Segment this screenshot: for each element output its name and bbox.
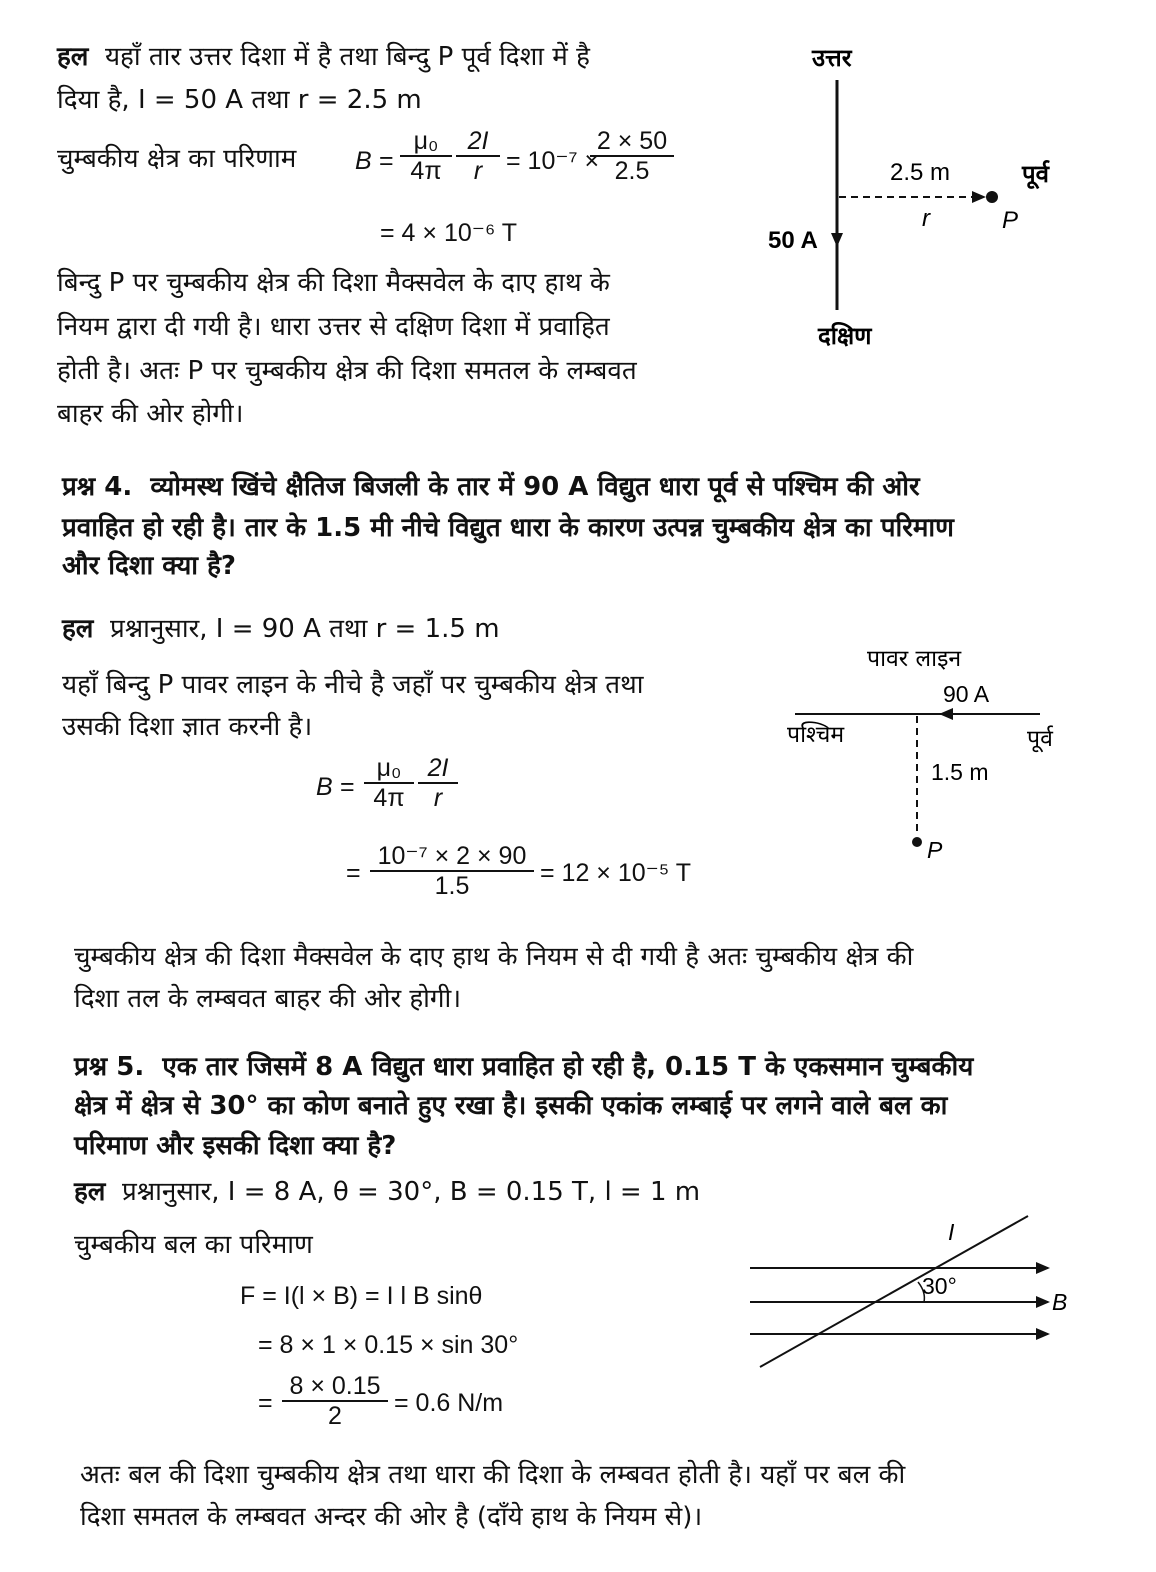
fraction-numerator: μ₀ [376, 754, 402, 782]
paragraph-line: यहाँ बिन्दु P पावर लाइन के नीचे है जहाँ पर चुम्बकीय क्षेत्र तथा [62, 670, 644, 700]
question-5-line-2: क्षेत्र में क्षेत्र से 30° का कोण बनाते हुए रखा है। इसकी एकांक लम्बाई पर लगने वाले बल का [74, 1091, 948, 1121]
question-label: प्रश्न 5. [74, 1052, 145, 1082]
fraction-denominator: r [418, 782, 458, 812]
paragraph-line: बाहर की ओर होगी। [57, 399, 244, 429]
equation-lhs: B = [316, 773, 355, 801]
wire-line [760, 1216, 1028, 1367]
given-text: प्रश्नानुसार, I = 8 A, θ = 30°, B = 0.15 T, l = 1 m [121, 1177, 701, 1207]
question-4-line-3: और दिशा क्या है? [62, 551, 236, 581]
question-5-line-1 [74, 1050, 973, 1084]
diagram-power-line [775, 640, 1075, 870]
solution-5-given [74, 1175, 700, 1209]
point-p-dot [986, 191, 998, 203]
current-label: 90 A [943, 681, 990, 707]
force-equation-1: F = I(l × B) = I l B sinθ [240, 1282, 483, 1310]
fraction-numerator: 2 × 50 [596, 127, 668, 155]
paragraph-line: बिन्दु P पर चुम्बकीय क्षेत्र की दिशा मैक्सवेल के दाए हाथ के [57, 268, 610, 298]
fraction-denominator: r [456, 155, 500, 185]
fraction-numerator: 2I [427, 754, 449, 782]
field-arrow-icon [1036, 1296, 1050, 1308]
solution-text: यहाँ तार उत्तर दिशा में है तथा बिन्दु P पूर्व दिशा में है [104, 42, 590, 72]
wire-label: I [948, 1219, 955, 1245]
east-label: पूर्व [1027, 726, 1053, 752]
fraction-numerator: μ₀ [413, 127, 439, 155]
paragraph-line: होती है। अतः P पर चुम्बकीय क्षेत्र की दिशा समतल के लम्बवत [57, 356, 637, 386]
paragraph-line: उसकी दिशा ज्ञात करनी है। [62, 712, 313, 742]
power-line-title: पावर लाइन [867, 646, 962, 672]
solution-1-line-1 [57, 40, 590, 74]
distance-label: 2.5 m [890, 159, 951, 186]
paragraph-line: नियम द्वारा दी गयी है। धारा उत्तर से दक्षिण दिशा में प्रवाहित [57, 312, 610, 342]
solution-label: हल [57, 42, 89, 72]
paragraph-line: दिशा समतल के लम्बवत अन्दर की ओर है (दाँये हाथ के नियम से)। [80, 1502, 703, 1532]
force-magnitude-label: चुम्बकीय बल का परिमाण [74, 1230, 313, 1260]
point-p-dot [912, 837, 922, 847]
given-text: प्रश्नानुसार, I = 90 A तथा r = 1.5 m [109, 614, 500, 644]
question-text: व्योमस्थ खिंचे क्षैतिज बिजली के तार में 90 A विद्युत धारा पूर्व से पश्चिम की ओर [150, 472, 920, 502]
fraction-denominator: 4π [400, 155, 452, 185]
solution-label: हल [62, 614, 94, 644]
equation-result: = 4 × 10⁻⁶ T [380, 219, 517, 247]
equation-prefix: = [346, 859, 361, 887]
fraction-values [282, 1372, 388, 1430]
equation-constant: = 10⁻⁷ × [506, 147, 600, 175]
equation-lhs: B = [355, 147, 394, 175]
paragraph-line: दिशा तल के लम्बवत बाहर की ओर होगी। [74, 984, 462, 1014]
fraction-denominator: 1.5 [370, 870, 534, 900]
r-label: r [922, 205, 930, 232]
north-label: उत्तर [812, 44, 852, 72]
question-4-line-2: प्रवाहित हो रही है। तार के 1.5 मी नीचे विद्युत धारा के कारण उत्पन्न चुम्बकीय क्षेत्र का परिमाण [62, 513, 954, 543]
field-arrow-icon [1036, 1262, 1050, 1274]
force-result: = 0.6 N/m [394, 1389, 504, 1417]
point-p-label: P [1002, 207, 1019, 234]
field-magnitude-label: चुम्बकीय क्षेत्र का परिणाम [57, 144, 297, 174]
distance-label: 1.5 m [931, 759, 989, 785]
paragraph-line: अतः बल की दिशा चुम्बकीय क्षेत्र तथा धारा की दिशा के लम्बवत होती है। यहाँ पर बल की [80, 1460, 906, 1490]
question-4-line-1 [62, 470, 920, 504]
diagram-wire-in-field [740, 1210, 1070, 1380]
fraction-2i-over-r [418, 754, 458, 812]
solution-label: हल [74, 1177, 106, 1207]
question-label: प्रश्न 4. [62, 472, 133, 502]
point-p-label: P [927, 837, 943, 863]
south-label: दक्षिण [818, 322, 872, 350]
distance-arrow-icon [972, 191, 986, 203]
fraction-denominator: 2.5 [590, 155, 674, 185]
east-label: पूर्व [1022, 160, 1049, 188]
solution-4-given [62, 612, 500, 646]
solution-1-line-2: दिया है, I = 50 A तथा r = 2.5 m [57, 85, 422, 115]
diagram-wire-north-south [760, 40, 1060, 360]
fraction-mu-over-4pi [364, 754, 414, 812]
fraction-denominator: 4π [364, 782, 414, 812]
equation-result: = 12 × 10⁻⁵ T [540, 859, 691, 887]
fraction-numerator: 10⁻⁷ × 2 × 90 [377, 842, 527, 870]
question-5-line-3: परिमाण और इसकी दिशा क्या है? [74, 1131, 397, 1161]
current-arrow-icon [939, 708, 953, 720]
fraction-numerator: 2I [467, 127, 489, 155]
paragraph-line: चुम्बकीय क्षेत्र की दिशा मैक्सवेल के दाए हाथ के नियम से दी गयी है अतः चुम्बकीय क्षेत्र की [74, 942, 914, 972]
fraction-2i-over-r [456, 127, 500, 185]
fraction-numerator: 8 × 0.15 [289, 1372, 381, 1400]
current-label: 50 A [768, 227, 818, 254]
field-arrow-icon [1036, 1328, 1050, 1340]
current-arrow-icon [831, 233, 843, 247]
fraction-denominator: 2 [282, 1400, 388, 1430]
fraction-values [370, 842, 534, 900]
question-text: एक तार जिसमें 8 A विद्युत धारा प्रवाहित हो रही है, 0.15 T के एकसमान चुम्बकीय [162, 1052, 974, 1082]
west-label: पश्चिम [787, 722, 845, 748]
equation-prefix: = [258, 1389, 273, 1417]
field-label: B [1052, 1289, 1068, 1315]
angle-label: 30° [922, 1273, 957, 1299]
fraction-values [590, 127, 674, 185]
fraction-mu-over-4pi [400, 127, 452, 185]
force-equation-2: = 8 × 1 × 0.15 × sin 30° [258, 1331, 519, 1359]
